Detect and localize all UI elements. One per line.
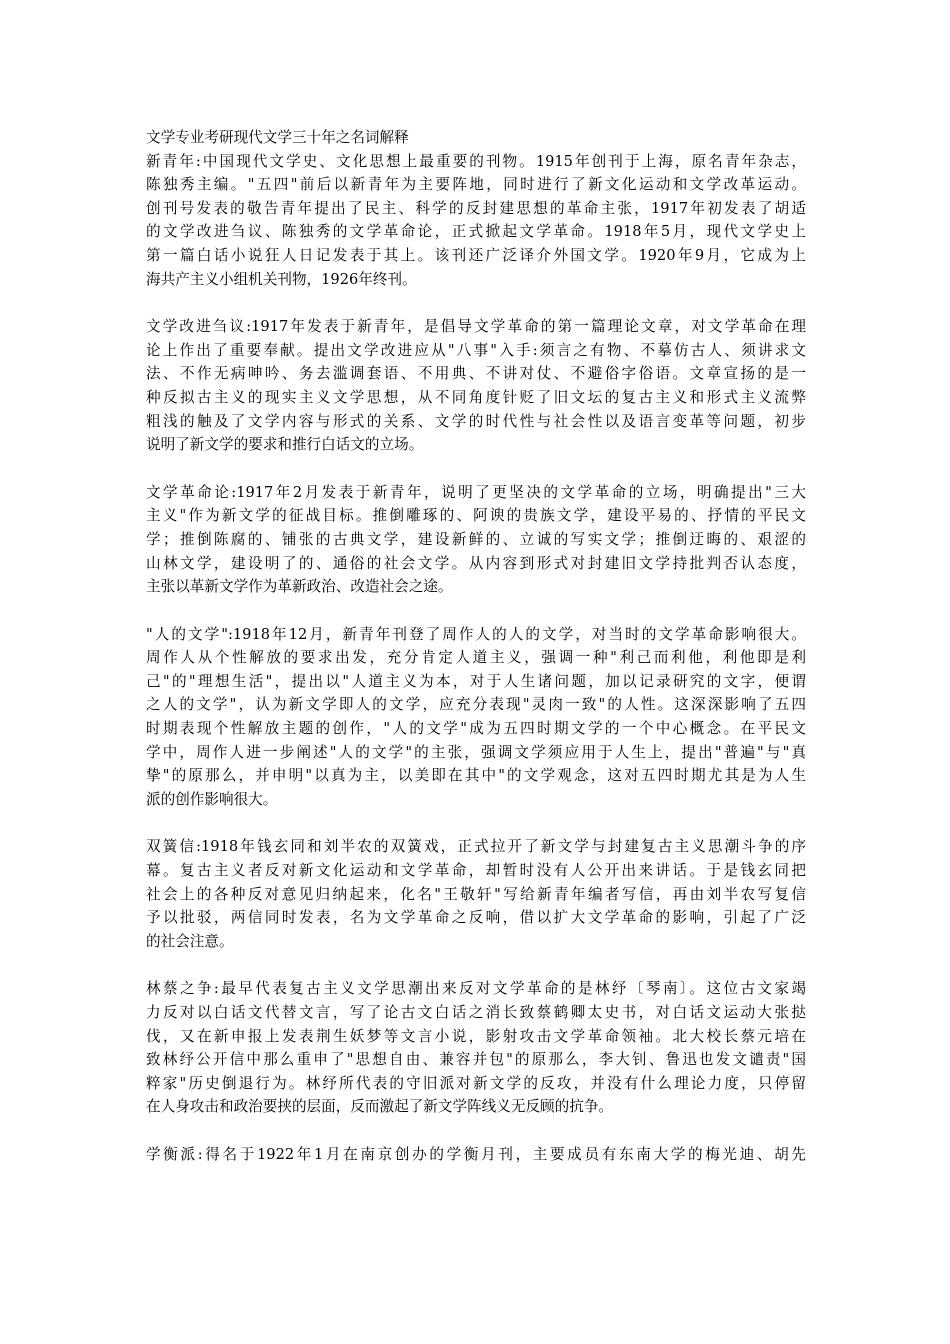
paragraph-line: 之人的文学"，认为新文学即人的文学，应充分表现"灵肉一致"的人性。这深深影响了五四	[146, 696, 806, 714]
paragraph-line: 学；推倒陈腐的、铺张的古典文学，建设新鲜的、立诚的写实文学；推倒迂晦的、艰涩的	[146, 530, 806, 548]
paragraph-line: 时期表现个性解放主题的创作，"人的文学"成为五四时期文学的一个中心概念。在平民文	[146, 720, 806, 738]
paragraph	[146, 1143, 806, 1167]
paragraph-line: 文学改进刍议:1917年发表于新青年，是倡导文学革命的第一篇理论文章，对文学革命在理	[146, 318, 806, 336]
paragraph	[146, 481, 806, 599]
paragraph-gap	[146, 1119, 806, 1143]
paragraph-line: 幕。复古主义者反对新文化运动和文学革命，却暂时没有人公开出来讲话。于是钱玄同把	[146, 862, 806, 880]
paragraph-line: 双簧信:1918年钱玄同和刘半农的双簧戏，正式拉开了新文学与封建复古主义思潮斗争的序	[146, 838, 806, 856]
paragraph-gap	[146, 599, 806, 623]
paragraph-line: 主义"作为新文学的征战目标。推倒雕琢的、阿谀的贵族文学，建设平易的、抒情的平民文	[146, 507, 806, 525]
paragraph-line: 己"的"理想生活"，提出以"人道主义为本，对于人生诸问题，加以记录研究的文字，便谓	[146, 672, 806, 690]
document-body	[146, 150, 806, 1167]
paragraph-gap	[146, 457, 806, 481]
paragraph-line: 在人身攻击和政治要挟的层面，反而激起了新文学阵线义无反顾的抗争。	[146, 1098, 614, 1116]
paragraph-line: 学中，周作人进一步阐述"人的文学"的主张，强调文学须应用于人生上，提出"普遍"与"真	[146, 743, 806, 761]
document-title: 文学专业考研现代文学三十年之名词解释	[146, 129, 409, 146]
paragraph-line: 创刊号发表的敬告青年提出了民主、科学的反封建思想的革命主张，1917年初发表了胡适	[146, 199, 806, 217]
paragraph-line: 山林文学，建设明了的、通俗的社会文学。从内容到形式对封建旧文学持批判否认态度，	[146, 554, 806, 572]
paragraph-line: 学衡派:得名于1922年1月在南京创办的学衡月刊，主要成员有东南大学的梅光迪、胡先	[146, 1145, 806, 1163]
paragraph-line: 新青年:中国现代文学史、文化思想上最重要的刊物。1915年创刊于上海，原名青年杂志，	[146, 152, 806, 170]
paragraph-gap	[146, 953, 806, 977]
paragraph	[146, 623, 806, 812]
paragraph-gap	[146, 291, 806, 315]
paragraph	[146, 977, 806, 1119]
paragraph-line: 社会上的各种反对意见归纳起来，化名"王敬轩"写给新青年编者写信，再由刘半农写复信	[146, 885, 806, 903]
paragraph-line: 派的创作影响很大。	[146, 790, 278, 808]
paragraph-line: 挚"的原那么，并申明"以真为主，以美即在其中"的文学观念，这对五四时期尤其是为人生	[146, 767, 806, 785]
paragraph-line: 周作人从个性解放的要求出发，充分肯定人道主义，强调一种"利己而利他，利他即是利	[146, 649, 806, 667]
paragraph-line: 法、不作无病呻吟、务去滥调套语、不用典、不讲对仗、不避俗字俗语。文章宣扬的是一	[146, 365, 806, 383]
paragraph-line: 海共产主义小组机关刊物，1926年终刊。	[146, 270, 417, 288]
paragraph-line: 伐，又在新申报上发表荆生妖梦等文言小说，影射攻击文学革命领袖。北大校长蔡元培在	[146, 1027, 806, 1045]
paragraph-line: 力反对以白话文代替文言，写了论古文白话之消长致蔡鹤卿太史书，对白话文运动大张挞	[146, 1004, 806, 1021]
paragraph-line: 第一篇白话小说狂人日记发表于其上。该刊还广泛译介外国文学。1920年9月，它成为上	[146, 246, 806, 264]
paragraph-line: 致林纾公开信中那么重申了"思想自由、兼容并包"的原那么，李大钊、鲁迅也发文谴责"国	[146, 1051, 806, 1069]
paragraph-line: 的文学改进刍议、陈独秀的文学革命论，正式掀起文学革命。1918年5月，现代文学史上	[146, 223, 806, 241]
paragraph-gap	[146, 811, 806, 835]
paragraph-line: 种反拟古主义的现实主义文学思想，从不同角度针贬了旧文坛的复古主义和形式主义流弊	[146, 388, 806, 406]
paragraph-line: 林蔡之争:最早代表复古主义文学思潮出来反对文学革命的是林纾〔琴南〕。这位古文家竭	[146, 980, 806, 998]
paragraph	[146, 150, 806, 292]
paragraph-line: 说明了新文学的要求和推行白话文的立场。	[146, 436, 424, 454]
paragraph-line: "人的文学":1918年12月，新青年刊登了周作人的人的文学，对当时的文学革命影响很大。	[146, 625, 806, 643]
paragraph	[146, 835, 806, 953]
paragraph-line: 予以批驳，两信同时发表，名为文学革命之反响，借以扩大文学革命的影响，引起了广泛	[146, 909, 806, 927]
paragraph-line: 的社会注意。	[146, 932, 234, 950]
paragraph-line: 文学革命论:1917年2月发表于新青年，说明了更坚决的文学革命的立场，明确提出"三大	[146, 483, 806, 501]
document-page	[146, 126, 806, 1167]
paragraph-line: 陈独秀主编。"五四"前后以新青年为主要阵地，同时进行了新文化运动和文学改革运动。	[146, 176, 806, 194]
paragraph	[146, 315, 806, 457]
paragraph-line: 主张以革新文学作为革新政治、改造社会之途。	[146, 578, 453, 596]
paragraph-line: 论上作出了重要奉献。提出文学改进应从"八事"入手:须言之有物、不摹仿古人、须讲求文	[146, 341, 806, 359]
paragraph-line: 粹家"历史倒退行为。林纾所代表的守旧派对新文学的反攻，并没有什么理论力度，只停留	[146, 1074, 806, 1092]
paragraph-line: 粗浅的触及了文学内容与形式的关系、文学的时代性与社会性以及语言变革等问题，初步	[146, 412, 806, 430]
